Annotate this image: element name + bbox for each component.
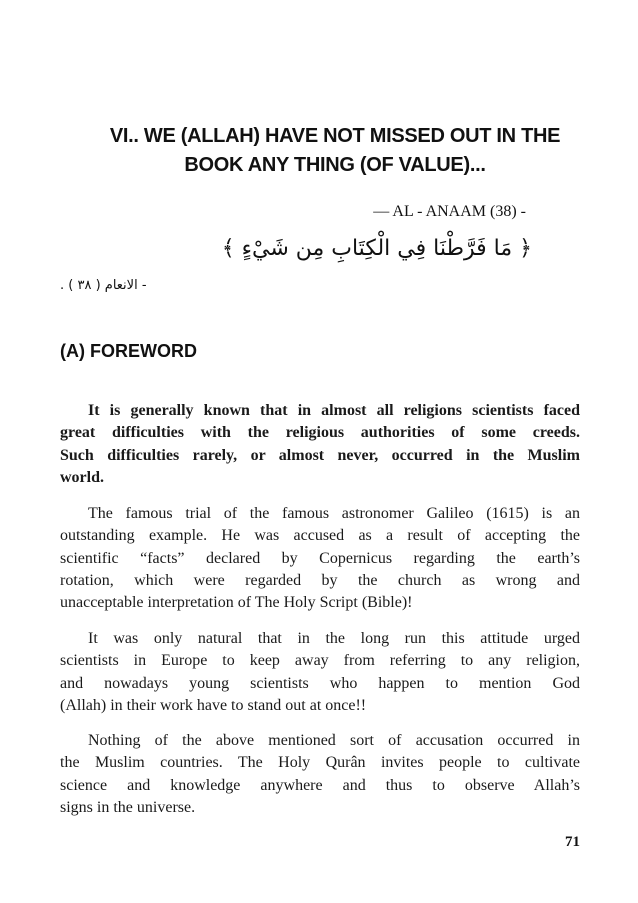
paragraph-line: science and knowledge anywhere and thus to observe Allah’s (60, 776, 580, 794)
paragraph-line: It was only natural that in the long run this attitude urged (88, 630, 580, 647)
paragraph-line: outstanding example. He was accused as a result of accepting the (60, 527, 580, 545)
paragraph-line: unacceptable interpretation of The Holy Script (Bible)! (60, 594, 413, 612)
section-heading: (A) FOREWORD (60, 341, 197, 361)
paragraph-line: The famous trial of the famous astronomer Galileo (1615) is an (88, 505, 580, 522)
paragraph-line: world. (60, 468, 104, 486)
arabic-verse-reference: - الانعام ( ٣٨ ) . (60, 278, 147, 293)
paragraph-4 (60, 730, 580, 819)
paragraph-line: Nothing of the above mentioned sort of accusation occurred in (88, 732, 580, 749)
paragraph-line: Such difficulties rarely, or almost never, occurred in the Muslim (60, 446, 580, 464)
paragraph-2 (60, 503, 580, 614)
paragraph-line: signs in the universe. (60, 798, 196, 816)
paragraph-1 (60, 400, 580, 489)
paragraph-line: It is generally known that in almost all religions scientists faced (88, 402, 580, 419)
paragraph-3 (60, 628, 580, 717)
paragraph-line: rotation, which were regarded by the church as wrong and (60, 571, 580, 589)
paragraph-line: scientific “facts” declared by Copernicus regarding the earth’s (60, 549, 580, 567)
paragraph-line: and nowadays young scientists who happen to mention God (60, 674, 580, 692)
paragraph-line: scientists in Europe to keep away from referring to any religion, (60, 652, 580, 670)
paragraph-line: great difficulties with the religious authorities of some creeds. (60, 424, 580, 442)
page-number: 71 (565, 834, 580, 850)
paragraph-line: the Muslim countries. The Holy Qurân invites people to cultivate (60, 754, 580, 772)
verse-citation: — AL - ANAAM (38) - (373, 203, 526, 220)
arabic-verse: ﴿ مَا فَرَّطْنَا فِي الْكِتَابِ مِن شَيْءٍ ﴾ (221, 236, 532, 261)
chapter-title-line-1: VI.. WE (ALLAH) HAVE NOT MISSED OUT IN THE (109, 125, 561, 147)
paragraph-line: (Allah) in their work have to stand out at once!! (60, 696, 367, 714)
chapter-title-line-2: BOOK ANY THING (OF VALUE)... (184, 154, 486, 176)
chapter-title (70, 122, 600, 180)
